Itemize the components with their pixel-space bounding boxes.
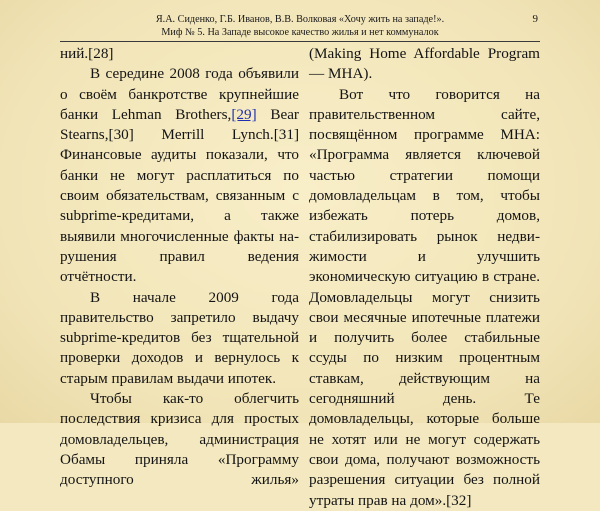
paragraph-text: Bear Stearns,[30] Merrill Lynch.[31] Финансовые аудиты показали, что банки не могут расплатиться по своим обязательствам, связанным с subprime-кредитами, а также выявили многочисленные факты нарушения правил ведения отчётности. (60, 105, 299, 286)
paragraph-text: В середине 2008 года объявили о своём банкротстве крупнейшие банки Lehman Brothers, (60, 65, 299, 123)
running-header (60, 13, 540, 39)
paragraph-mha-name: (Making Home Affordable Program — MHA). (309, 45, 540, 83)
footnote-link-29[interactable]: [29] (231, 105, 257, 123)
paragraph-bankruptcy (60, 64, 299, 287)
page-number: 9 (532, 13, 538, 25)
header-line-chapter: Миф № 5. На Западе высокое качество жилья и нет коммуналок (161, 27, 439, 38)
paragraph-2009: В начале 2009 года правительство запретило выдачу subprime-кредитов без тщательной проверки доходов и вернулось к старым правилам выдачи ипотек. (60, 288, 299, 387)
header-line-title: Я.А. Сиденко, Г.Б. Иванов, В.В. Волковая «Хочу жить на западе!». (155, 14, 445, 25)
right-column (309, 44, 540, 511)
left-column (60, 44, 299, 491)
paragraph-mha-quote: Вот что говорится на правительственном сайте, посвящённом программе MHA: «Программа является ключевой частью стратегии помощи домовладельцам в том, чтобы избежать потерь домов, стабилизировать рынок недвижимости и улучшить экономическую ситуацию в стране. Домовладельцы могут снизить свои месячные ипотечные платежи и получить более стабильные ссуды по низким процентным ставкам, действующим на сегодняшний день. Те домовладельцы, которые больше не хотят или не могут содержать свои дома, получают возможность разрешения ситуации без полной утраты прав на дом».[32] (309, 85, 540, 509)
paragraph-obama: Чтобы как-то облегчить последствия кризиса для простых домовладельцев, администрация Обамы приняла «Программу доступного жилья» (60, 390, 299, 489)
header-rule (60, 41, 540, 42)
paragraph-continuation: ний.[28] (60, 45, 114, 62)
